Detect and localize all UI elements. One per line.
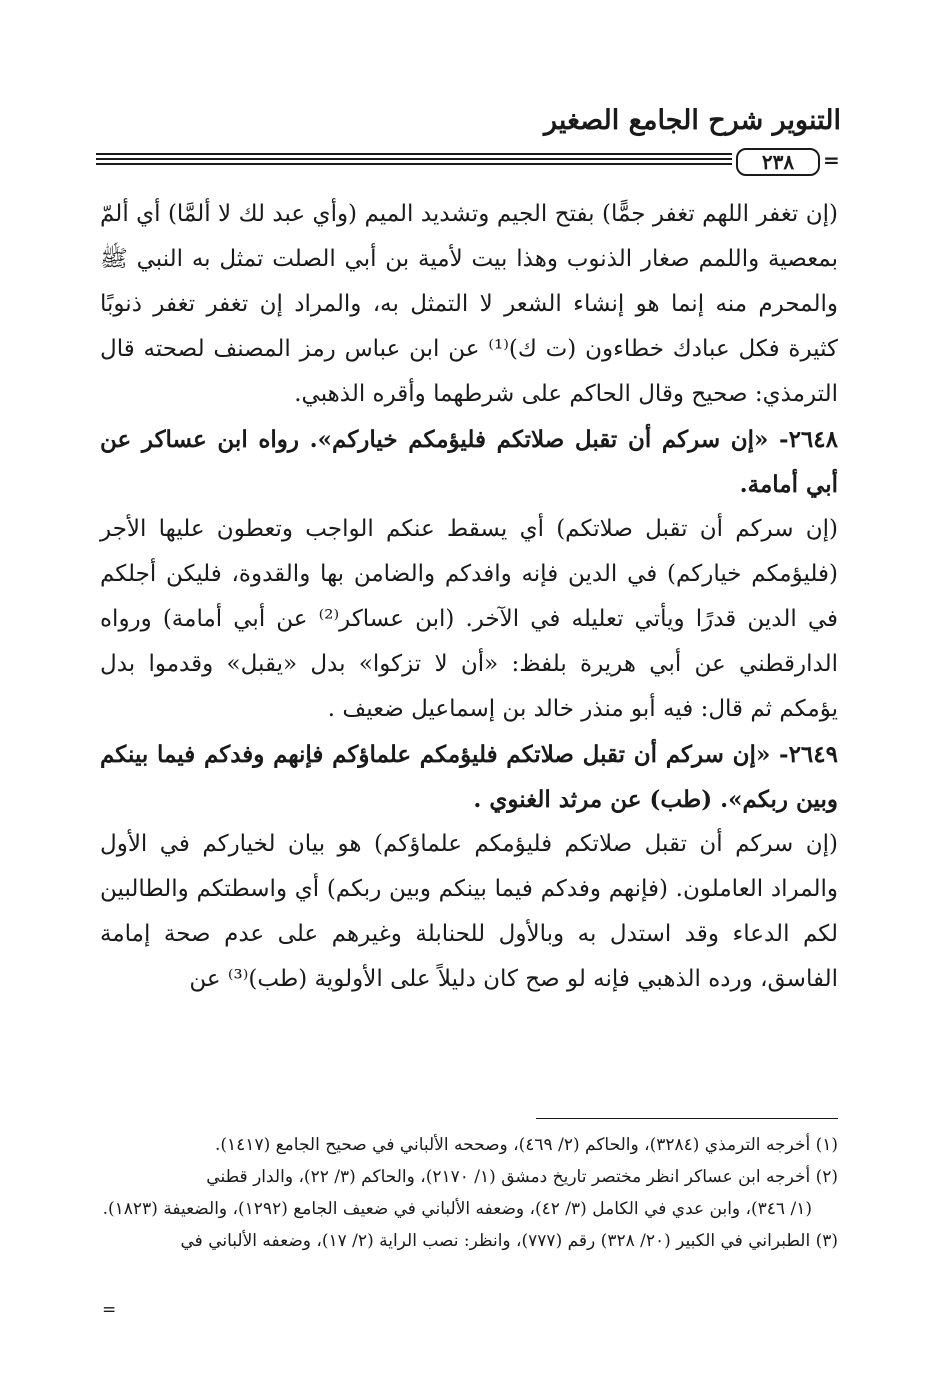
footnote-3: (٣) الطبراني في الكبير (٢٠/ ٣٢٨) رقم (٧٧٧)، وانظر: نصب الراية (٢/ ١٧)، وضعفه الألباني في — [180, 1231, 838, 1251]
main-text — [100, 192, 838, 1002]
header-equal-mark: = — [823, 148, 840, 172]
footnotes — [100, 1129, 838, 1257]
footnote-continuation-mark: = — [102, 1300, 117, 1320]
commentary-paragraph-1: (إن تغفر اللهم تغفر جمًّا) بفتح الجيم وتشديد الميم (وأي عبد لك لا ألمَّا) أي ألمّ بمعصية واللمم صغار الذنوب وهذا بيت لأمية بن أبي الصلت تمثل به النبي ﷺ والمحرم منه إنما هو إنشاء الشعر لا التمثل به، والمراد إن تغفر تغفر ذنوبًا كثيرة فكل عبادك خطاءون (ت ك)⁽¹⁾ عن ابن عباس رمز المصنف لصحته قال الترمذي: صحيح وقال الحاكم على شرطهما وأقره الذهبي. — [100, 201, 838, 407]
header-rule — [96, 148, 843, 174]
hadith-2648: ٢٦٤٨- «إن سركم أن تقبل صلاتكم فليؤمكم خياركم». رواه ابن عساكر عن أبي أمامة. — [100, 426, 838, 498]
footnote-separator — [536, 1118, 838, 1119]
footnote-1: (١) أخرجه الترمذي (٣٢٨٤)، والحاكم (٢/ ٤٦٩)، وصححه الألباني في صحيح الجامع (١٤١٧). — [215, 1135, 838, 1155]
commentary-paragraph-3: (إن سركم أن تقبل صلاتكم فليؤمكم علماؤكم) هو بيان لخياركم في الأول والمراد العاملون. (فإنهم وفدكم فيما بينكم وبين ربكم) أي واسطتكم والطالبين لكم الدعاء وقد استدل به وبالأول للحنابلة وغيرهم على عدم صحة إمامة الفاسق، ورده الذهبي فإنه لو صح كان دليلاً على الأولوية (طب)⁽³⁾ عن — [100, 831, 839, 992]
header-rule-line — [96, 158, 732, 160]
hadith-2649: ٢٦٤٩- «إن سركم أن تقبل صلاتكم فليؤمكم علماؤكم فإنهم وفدكم فيما بينكم وبين ربكم». (طب) عن مرثد الغنوي . — [100, 741, 838, 813]
commentary-paragraph-2: (إن سركم أن تقبل صلاتكم) أي يسقط عنكم الواجب وتعطون عليها الأجر (فليؤمكم خياركم) في الدين فإنه وافدكم والضامن بها والقدوة، فليكن أجلكم في الدين قدرًا ويأتي تعليله في الآخر. (ابن عساكر⁽²⁾ عن أبي أمامة) ورواه الدارقطني عن أبي هريرة بلفظ: «أن لا تزكوا» بدل «يقبل» وقدموا بدل يؤمكم ثم قال: فيه أبو منذر خالد بن إسماعيل ضعيف . — [100, 516, 838, 722]
page-number: ٢٣٨ — [736, 148, 820, 176]
header-rule-line — [96, 153, 732, 155]
footnote-2: (٢) أخرجه ابن عساكر انظر مختصر تاريخ دمشق (١/ ٢١٧٠)، والحاكم (٣/ ٢٢)، والدار قطني — [206, 1167, 838, 1187]
footnote-2-continued: (١/ ٣٤٦)، وابن عدي في الكامل (٣/ ٤٢)، وضعفه الألباني في ضعيف الجامع (١٢٩٢)، والضعيفة (١٨٢٣). — [102, 1199, 812, 1219]
header-rule-line — [96, 163, 732, 165]
running-title: التنوير شرح الجامع الصغير — [544, 105, 841, 136]
